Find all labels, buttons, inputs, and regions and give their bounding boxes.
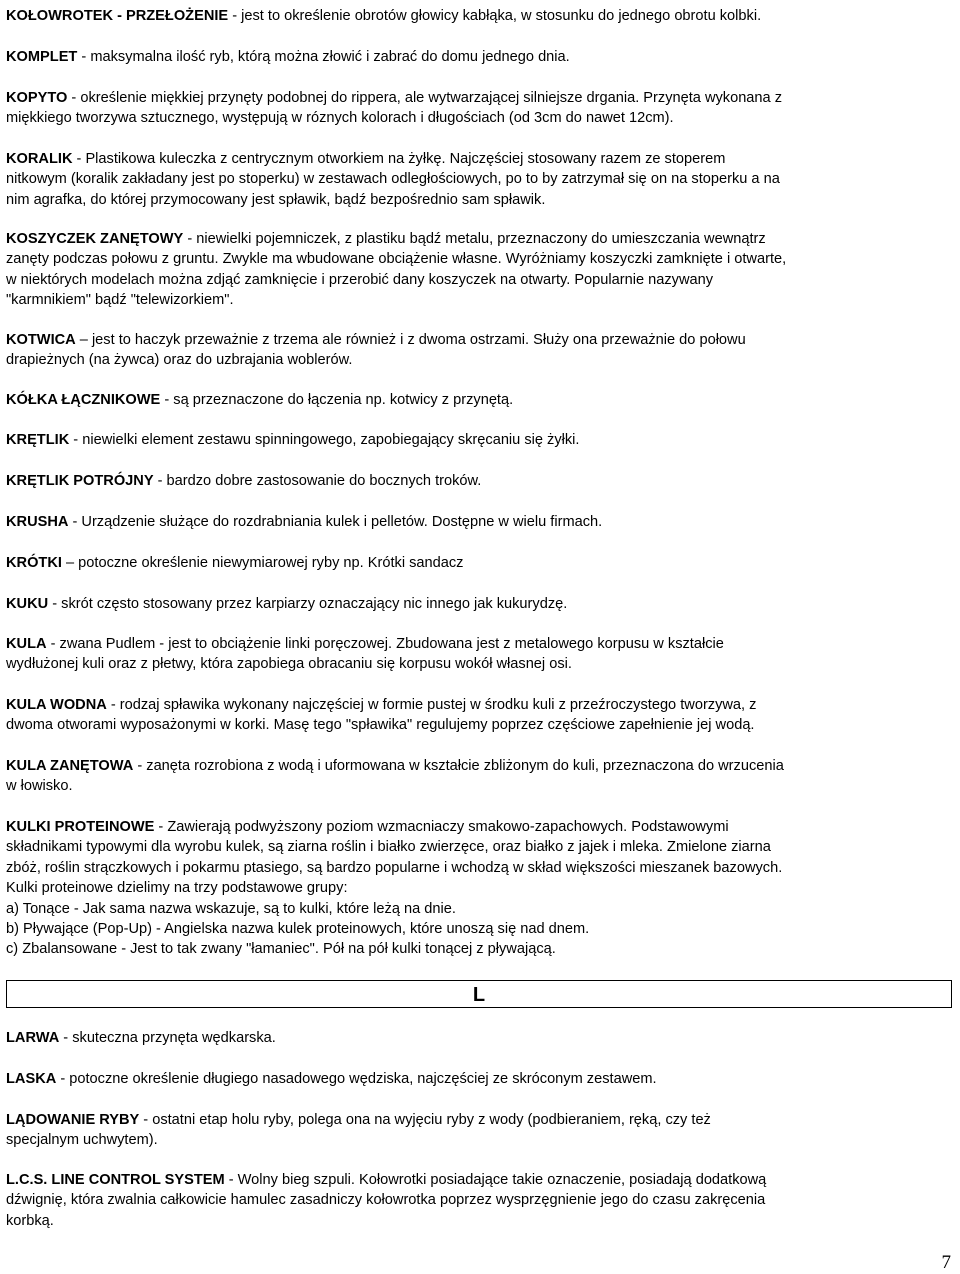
entry-definition-line: nim agrafka, do której przymocowany jest spławik, bądź bezpośrednio sam spławik. [6,191,546,208]
entry-definition: - są przeznaczone do łączenia np. kotwicy z przynętą. [160,392,514,408]
glossary-entry [6,430,952,450]
entry-definition-line: w niektórych modelach można zdjąć zamknięcie i przerobić dany koszyczek na otwarty. Popularnie nazywany [6,271,714,288]
glossary-entry [6,149,952,210]
entry-definition-line: "karmnikiem" bądź "telewizorkiem". [6,292,234,309]
glossary-entry [6,512,952,532]
entry-term: KRÓTKI [6,555,62,571]
glossary-entry [6,1110,952,1151]
entry-definition: - zwana Pudlem - jest to obciążenie linki poręczowej. Zbudowana jest z metalowego korpusu w kształcie [46,636,724,652]
glossary-entry [6,756,952,797]
entry-term: KORALIK [6,151,73,167]
glossary-entry [6,330,952,371]
glossary-entry [6,1069,952,1089]
entry-term: KRĘTLIK [6,432,70,448]
entry-definition: - Urządzenie służące do rozdrabniania kulek i pelletów. Dostępne w wielu firmach. [68,514,603,530]
entry-definition: - rodzaj spławika wykonany najczęściej w formie pustej w środku kuli z przeźroczystego tworzywa, z [106,697,757,713]
entry-term: KULA WODNA [6,697,107,713]
glossary-entry [6,634,952,675]
entry-term: KOTWICA [6,332,76,348]
entry-definition: - niewielki pojemniczek, z plastiku bądź metalu, przeznaczony do umieszczania wewnątrz [183,231,766,247]
glossary-entry [6,47,952,67]
entry-definition-line: nitkowym (koralik zakładany jest po stoperku) w zestawach odległościowych, po to by zatrzymał się on na stoperku a na [6,171,780,188]
entry-definition: - Wolny bieg szpuli. Kołowrotki posiadające takie oznaczenie, posiadają dodatkową [224,1172,767,1188]
glossary-entry [6,229,952,311]
glossary-entry [6,1028,952,1048]
entry-definition-line: w łowisko. [6,778,73,795]
entry-term: KRUSHA [6,514,69,530]
entry-definition: – potoczne określenie niewymiarowej ryby np. Krótki sandacz [61,555,464,571]
entry-definition: - jest to określenie obrotów głowicy kabłąka, w stosunku do jednego obrotu kolbki. [228,8,762,24]
glossary-entry [6,1170,952,1231]
entry-definition-line: miękkiego tworzywa sztucznego, występują w róznych kolorach i długościach (od 3cm do nawet 12cm). [6,110,674,127]
entry-definition-line: składnikami typowymi dla wyrobu kulek, są ziarna roślin i białko zwierzęce, oraz białko z jajek i mleka. Zmielone ziarna [6,839,771,856]
entry-definition: - zanęta rozrobiona z wodą i uformowana w kształcie zbliżonym do kuli, przeznaczona do wrzucenia [133,758,784,774]
entry-term: KOŁOWROTEK - PRZEŁOŻENIE [6,8,229,24]
entry-term: LĄDOWANIE RYBY [6,1112,140,1128]
entry-definition: - określenie miękkiej przynęty podobnej do rippera, ale wytwarzającej silniejsze drgania. Przynęta wykonana z [67,90,783,106]
entry-definition: - niewielki element zestawu spinningowego, zapobiegający skręcaniu się żyłki. [69,432,580,448]
section-letter-box [6,980,952,1008]
entry-definition-line: Kulki proteinowe dzielimy na trzy podstawowe grupy: [6,880,348,897]
entry-term: KÓŁKA ŁĄCZNIKOWE [6,392,161,408]
glossary-entry [6,817,952,960]
entry-definition: - maksymalna ilość ryb, którą można złowić i zabrać do domu jednego dnia. [77,49,570,65]
entry-term: KOSZYCZEK ZANĘTOWY [6,231,184,247]
glossary-entry [6,594,952,614]
entry-term: KOPYTO [6,90,68,106]
page-number: 7 [941,1252,951,1273]
entry-definition: - bardzo dobre zastosowanie do bocznych troków. [153,473,482,489]
entry-term: KULKI PROTEINOWE [6,819,155,835]
entry-definition: - Plastikowa kuleczka z centrycznym otworkiem na żyłkę. Najczęściej stosowany razem ze stoperem [72,151,726,167]
entry-term: KUKU [6,596,49,612]
entry-term: KULA [6,636,47,652]
entry-definition-line: specjalnym uchwytem). [6,1132,158,1149]
entry-term: KULA ZANĘTOWA [6,758,134,774]
glossary-entry [6,553,952,573]
glossary-entry [6,88,952,129]
entry-definition-line: korbką. [6,1212,54,1229]
entry-definition-line: dwoma otworami wyposażonymi w korki. Masę tego "spławika" regulujemy poprzez częściowe zapełnienie jej wodą. [6,717,755,734]
entry-definition: - potoczne określenie długiego nasadowego wędziska, najczęściej ze skróconym zestawem. [56,1071,657,1087]
entry-definition-line: c) Zbalansowane - Jest to tak zwany "łamaniec". Pół na pół kulki tonącej z pływającą. [6,941,556,958]
entry-definition-line: zanęty podczas połowu z gruntu. Zwykle ma wbudowane obciążenie własne. Wyróżniamy koszyczki zamknięte i otwarte, [6,251,787,268]
entry-definition-line: zbóż, roślin strączkowych i pokarmu ptasiego, są bardzo popularne i wchodzą w skład większości mieszanek bazowych. [6,859,783,876]
entry-definition: - ostatni etap holu ryby, polega ona na wyjęciu ryby z wody (podbieraniem, ręką, czy też [139,1112,711,1128]
entry-definition-line: a) Tonące - Jak sama nazwa wskazuje, są to kulki, które leżą na dnie. [6,900,456,917]
entry-definition: - Zawierają podwyższony poziom wzmacniaczy smakowo-zapachowych. Podstawowymi [154,819,729,835]
entry-definition: - skuteczna przynęta wędkarska. [59,1030,276,1046]
glossary-entry [6,390,952,410]
glossary-entry [6,471,952,491]
glossary-entry [6,695,952,736]
section-letter: L [472,984,486,1006]
entry-term: L.C.S. LINE CONTROL SYSTEM [6,1172,225,1188]
entry-definition: – jest to haczyk przeważnie z trzema ale również i z dwoma ostrzami. Służy ona przeważnie do połowu [75,332,746,348]
entry-term: LARWA [6,1030,60,1046]
entry-definition-line: dźwignię, która zwalnia całkowicie hamulec zasadniczy kołowrotka poprzez wysprzęgnienie jego do czasu zakręcenia [6,1192,766,1209]
entry-term: KOMPLET [6,49,78,65]
entry-term: LASKA [6,1071,57,1087]
entry-definition-line: b) Pływające (Pop-Up) - Angielska nazwa kulek proteinowych, które unoszą się nad dnem. [6,921,590,938]
entry-term: KRĘTLIK POTRÓJNY [6,473,154,489]
entry-definition: - skrót często stosowany przez karpiarzy oznaczający nic innego jak kukurydzę. [48,596,568,612]
entry-definition-line: wydłużonej kuli oraz z płetwy, która zapobiega obracaniu się korpusu wokół własnej osi. [6,656,572,673]
glossary-entry [6,6,952,26]
entry-definition-line: drapieżnych (na żywca) oraz do uzbrajania woblerów. [6,352,353,369]
